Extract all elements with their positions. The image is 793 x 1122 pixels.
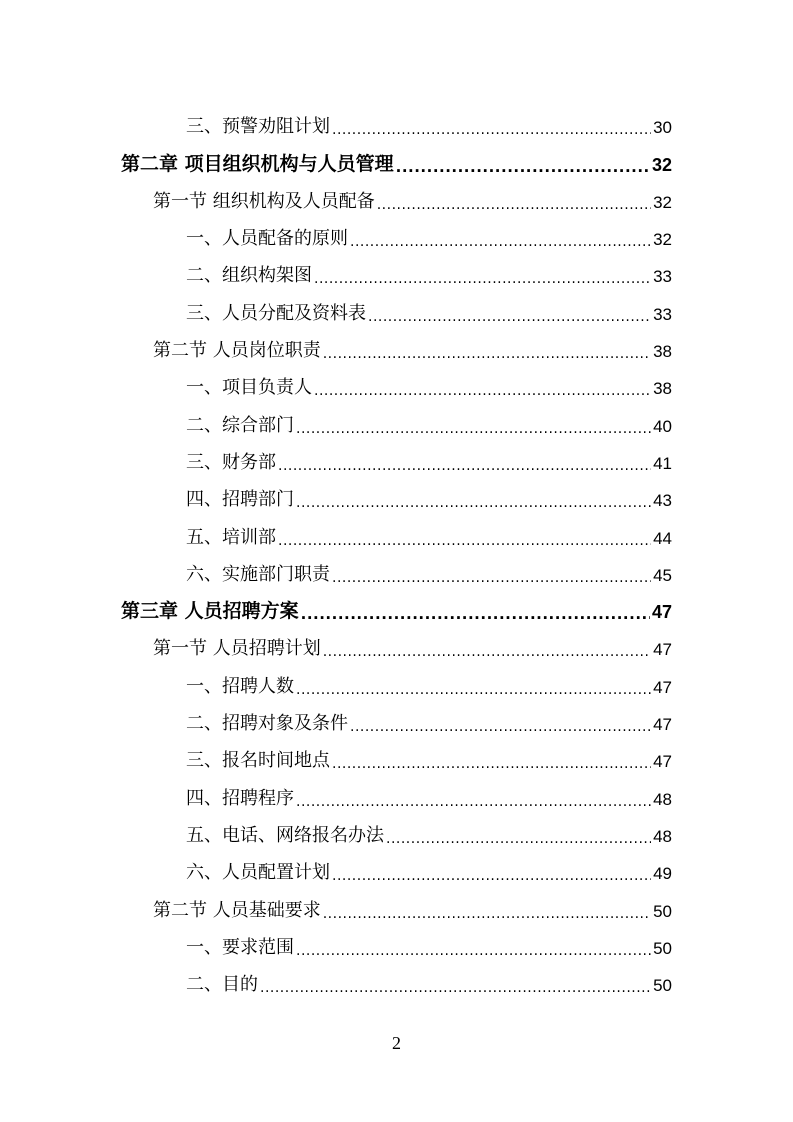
- dot-leader: [323, 900, 651, 918]
- toc-entry-page: 32: [653, 192, 672, 212]
- toc-entry-page: 48: [653, 826, 672, 846]
- dot-leader: [332, 862, 651, 880]
- toc-entry-page: 40: [653, 416, 672, 436]
- dot-leader: [323, 638, 651, 656]
- toc-entry[interactable]: [0, 772, 793, 809]
- toc-entry[interactable]: [0, 362, 793, 399]
- dot-leader: [314, 265, 651, 283]
- dot-leader: [296, 489, 651, 507]
- toc-entry[interactable]: [0, 735, 793, 772]
- toc-entry-title: 四、招聘程序: [186, 787, 294, 809]
- dot-leader: [301, 601, 650, 619]
- toc-entry[interactable]: [0, 213, 793, 250]
- dot-leader: [377, 191, 651, 209]
- toc-entry[interactable]: [0, 586, 793, 623]
- toc-entry-title: 第一节 人员招聘计划: [153, 638, 321, 660]
- toc-entry-page: 38: [653, 379, 672, 399]
- toc-entry-title: 第三章 人员招聘方案: [121, 600, 299, 623]
- dot-leader: [296, 788, 651, 806]
- toc-entry-page: 47: [653, 752, 672, 772]
- dot-leader: [368, 303, 651, 321]
- dot-leader: [296, 676, 651, 694]
- dot-leader: [278, 452, 651, 470]
- toc-entry[interactable]: [0, 810, 793, 847]
- toc-entry-title: 第二节 人员岗位职责: [153, 340, 321, 362]
- dot-leader: [296, 937, 651, 955]
- toc-entry-title: 第二节 人员基础要求: [153, 899, 321, 921]
- toc-entry-page: 50: [653, 901, 672, 921]
- toc-entry-title: 一、要求范围: [186, 936, 294, 958]
- toc-entry-title: 一、人员配备的原则: [186, 228, 348, 250]
- toc-entry-title: 三、财务部: [186, 451, 276, 473]
- toc-entry-page: 32: [653, 230, 672, 250]
- toc-entry[interactable]: [0, 959, 793, 996]
- toc-entry-title: 第二章 项目组织机构与人员管理: [121, 152, 394, 175]
- toc-entry-page: 47: [653, 677, 672, 697]
- toc-entry[interactable]: [0, 884, 793, 921]
- toc-entry-page: 50: [653, 976, 672, 996]
- toc-entry-page: 47: [653, 640, 672, 660]
- toc-entry-page: 38: [653, 342, 672, 362]
- toc-entry-page: 44: [653, 528, 672, 548]
- toc-entry-title: 第一节 组织机构及人员配备: [153, 190, 375, 212]
- toc-entry[interactable]: [0, 549, 793, 586]
- toc-entry[interactable]: [0, 474, 793, 511]
- toc-entry-title: 三、预警劝阻计划: [186, 116, 330, 138]
- toc-entry-page: 41: [653, 453, 672, 473]
- toc-entry-title: 四、招聘部门: [186, 489, 294, 511]
- dot-leader: [260, 974, 651, 992]
- toc-entry-title: 五、电话、网络报名办法: [186, 824, 384, 846]
- toc-entry[interactable]: [0, 287, 793, 324]
- toc-entry[interactable]: [0, 660, 793, 697]
- toc-entry[interactable]: [0, 511, 793, 548]
- toc-entry-page: 33: [653, 267, 672, 287]
- toc-entry[interactable]: [0, 698, 793, 735]
- dot-leader: [296, 415, 651, 433]
- toc-entry-page: 32: [651, 154, 672, 175]
- dot-leader: [323, 340, 651, 358]
- toc-entry[interactable]: [0, 138, 793, 175]
- toc-entry-title: 一、项目负责人: [186, 377, 312, 399]
- toc-entry-page: 47: [651, 602, 672, 623]
- dot-leader: [332, 750, 651, 768]
- toc-entry[interactable]: [0, 101, 793, 138]
- dot-leader: [332, 116, 651, 134]
- dot-leader: [386, 825, 651, 843]
- toc-entry-page: 45: [653, 565, 672, 585]
- toc-entry-page: 30: [653, 118, 672, 138]
- toc-entry-page: 48: [653, 789, 672, 809]
- toc-entry-title: 三、报名时间地点: [186, 750, 330, 772]
- toc-entry-page: 33: [653, 304, 672, 324]
- toc-entry-page: 50: [653, 938, 672, 958]
- toc-entry[interactable]: [0, 250, 793, 287]
- dot-leader: [350, 228, 651, 246]
- dot-leader: [332, 564, 651, 582]
- toc-entry-title: 二、综合部门: [186, 414, 294, 436]
- page-number: 2: [392, 1033, 401, 1053]
- toc-entry[interactable]: [0, 437, 793, 474]
- toc-entry[interactable]: [0, 325, 793, 362]
- toc-entry-page: 49: [653, 864, 672, 884]
- toc-entry-page: 43: [653, 491, 672, 511]
- toc-entry-title: 二、组织构架图: [186, 265, 312, 287]
- toc-entry[interactable]: [0, 623, 793, 660]
- toc-entry[interactable]: [0, 399, 793, 436]
- toc-entry[interactable]: [0, 922, 793, 959]
- toc-entry[interactable]: [0, 847, 793, 884]
- dot-leader: [314, 377, 651, 395]
- dot-leader: [278, 527, 651, 545]
- toc-entry-title: 二、招聘对象及条件: [186, 713, 348, 735]
- toc-entry-page: 47: [653, 715, 672, 735]
- toc-entry-title: 二、目的: [186, 974, 258, 996]
- toc-entry-title: 五、培训部: [186, 526, 276, 548]
- toc-entry-title: 六、实施部门职责: [186, 563, 330, 585]
- toc-entry-title: 六、人员配置计划: [186, 862, 330, 884]
- dot-leader: [350, 713, 651, 731]
- toc-entry-title: 一、招聘人数: [186, 675, 294, 697]
- table-of-contents: [0, 101, 793, 996]
- dot-leader: [396, 154, 650, 172]
- toc-entry-title: 三、人员分配及资料表: [186, 302, 366, 324]
- toc-entry[interactable]: [0, 176, 793, 213]
